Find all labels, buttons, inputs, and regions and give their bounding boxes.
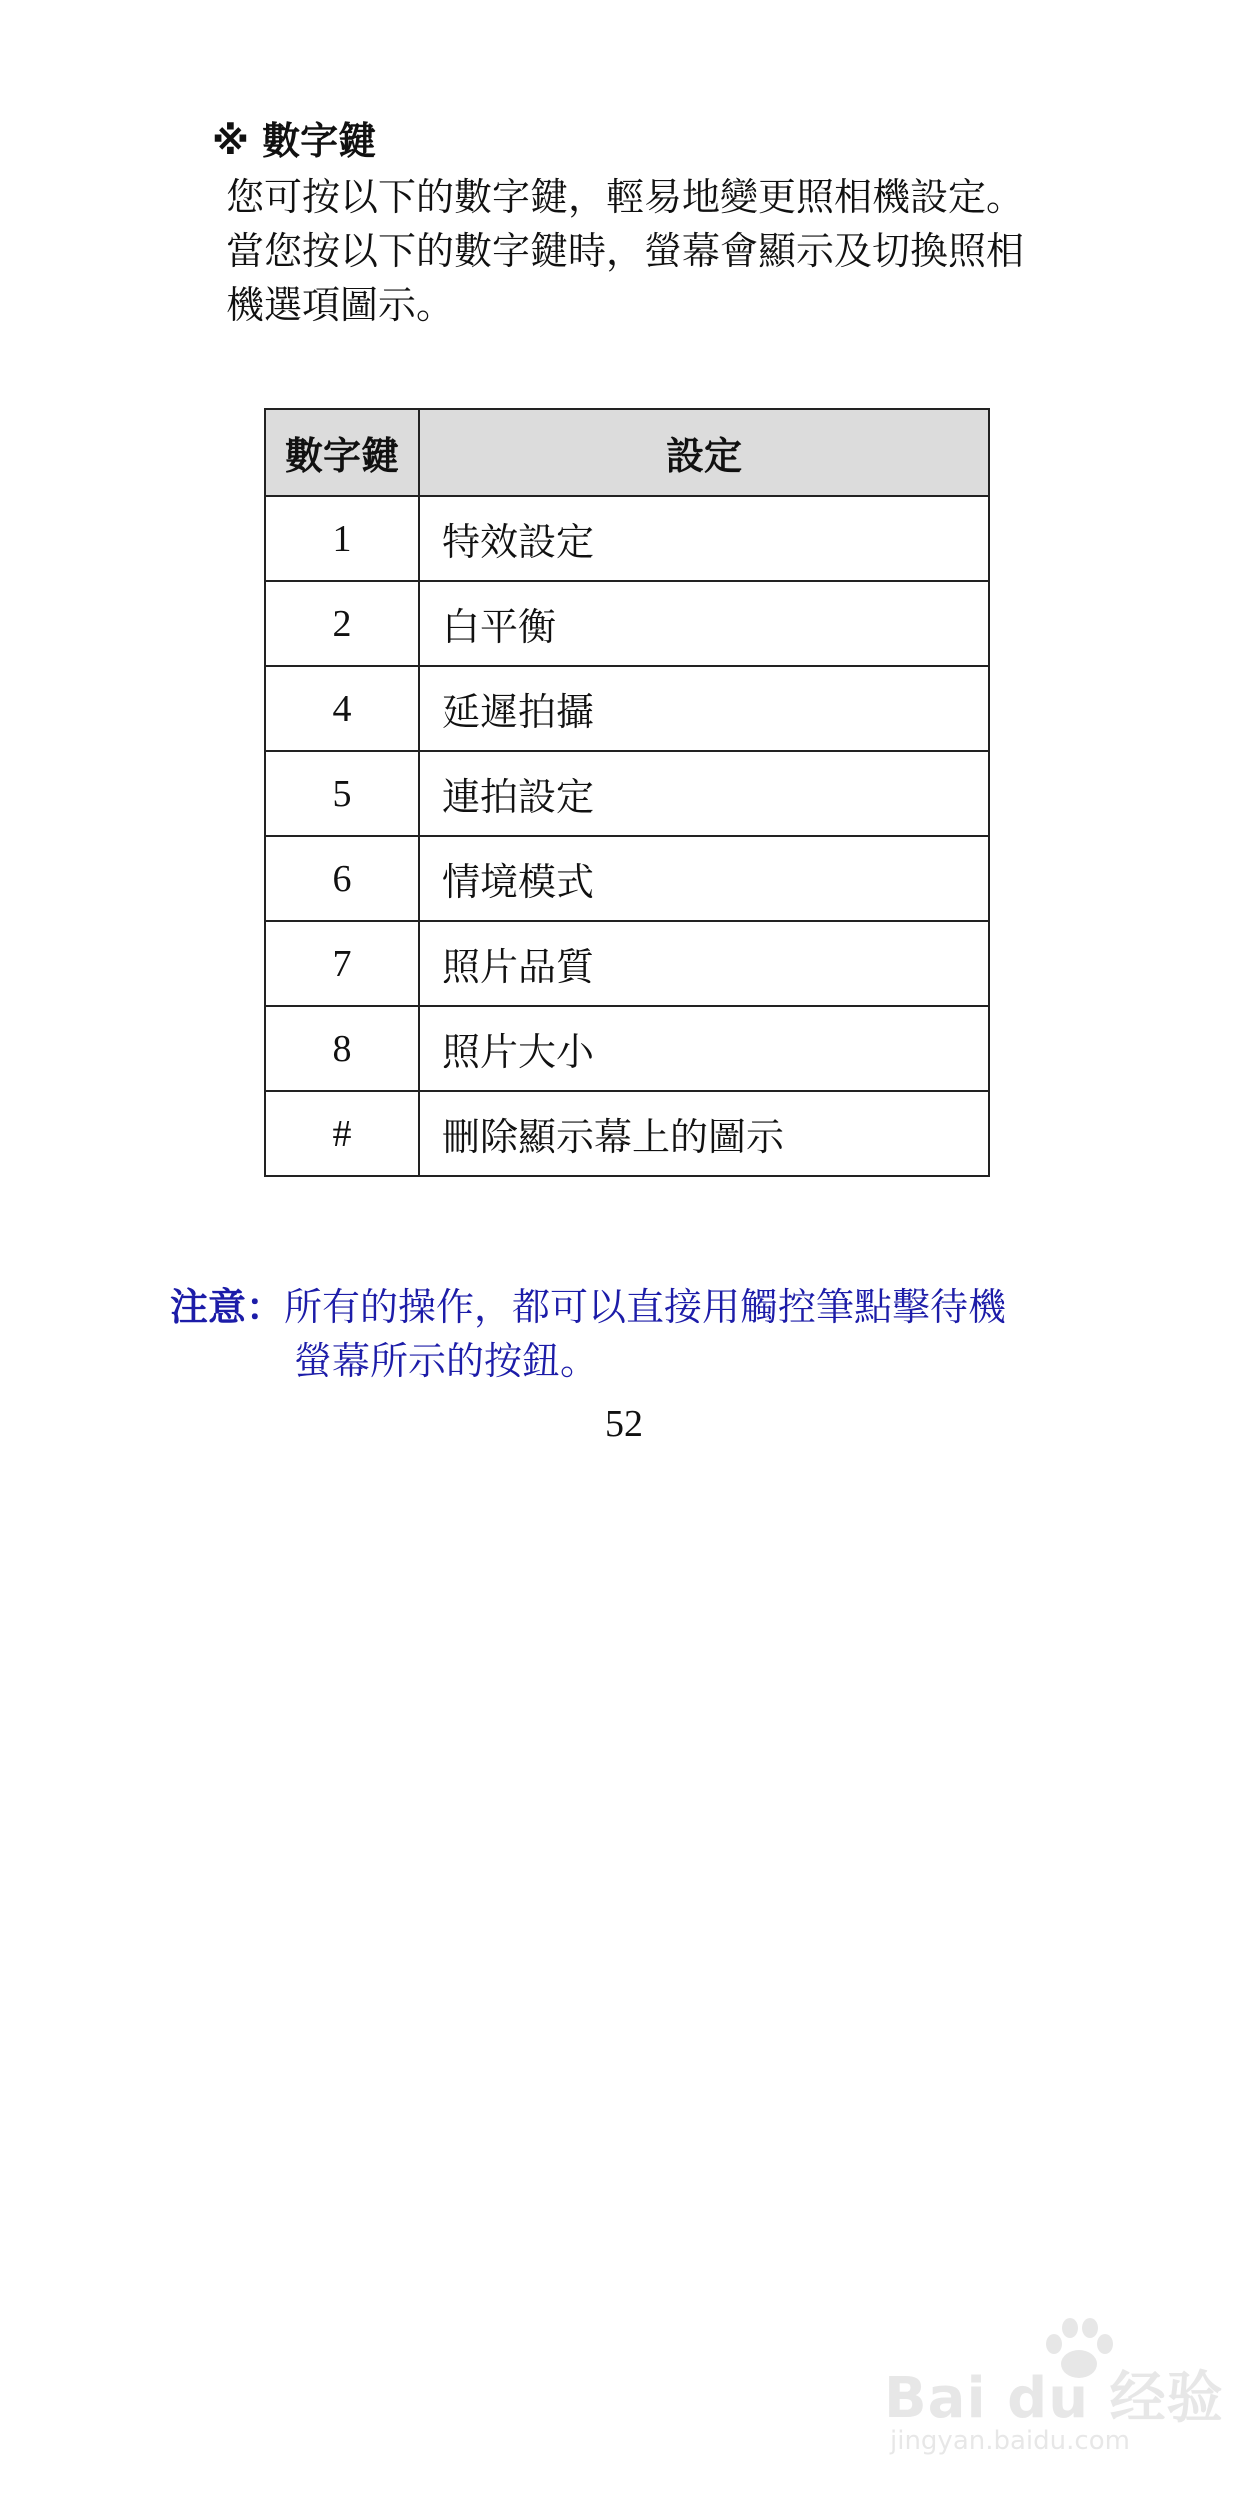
table-row [265,1091,989,1176]
note-label: 注意： [170,1285,285,1329]
watermark-logo: Bai du 经验 [884,2366,1224,2431]
intro-line: 機選項圖示。 [226,283,455,327]
setting-cell: 特效設定 [419,496,989,581]
key-cell: 1 [265,496,419,581]
page-number: 52 [605,1403,643,1445]
table-row [265,921,989,1006]
key-cell: 4 [265,666,419,751]
intro-paragraph [226,170,1106,332]
key-cell: 5 [265,751,419,836]
setting-cell: 照片品質 [419,921,989,1006]
key-cell: 6 [265,836,419,921]
table-row [265,751,989,836]
baidu-watermark [884,2314,1224,2464]
table-row [265,1006,989,1091]
intro-line: 當您按以下的數字鍵時，螢幕會顯示及切換照相 [226,229,1025,273]
table-row [265,496,989,581]
watermark-url: jingyan.baidu.com [890,2426,1130,2456]
note-first-line [170,1280,1006,1334]
note-block [170,1280,1006,1388]
key-cell: 8 [265,1006,419,1091]
setting-cell: 照片大小 [419,1006,989,1091]
setting-cell: 延遲拍攝 [419,666,989,751]
table-header-row [265,409,989,496]
setting-cell: 連拍設定 [419,751,989,836]
note-second-line: 螢幕所示的按鈕。 [294,1339,599,1383]
table-row [265,836,989,921]
table-row [265,666,989,751]
section-heading: ※ 數字鍵 [212,119,377,163]
key-cell: # [265,1091,419,1176]
column-header-setting: 設定 [419,409,989,496]
note-text: 所有的操作，都可以直接用觸控筆點擊待機 [284,1285,1007,1329]
setting-cell: 白平衡 [419,581,989,666]
intro-line: 您可按以下的數字鍵，輕易地變更照相機設定。 [226,175,1025,219]
number-key-table [264,408,990,1177]
key-cell: 2 [265,581,419,666]
setting-cell: 情境模式 [419,836,989,921]
column-header-key: 數字鍵 [265,409,419,496]
setting-cell: 刪除顯示幕上的圖示 [419,1091,989,1176]
table-row [265,581,989,666]
key-cell: 7 [265,921,419,1006]
